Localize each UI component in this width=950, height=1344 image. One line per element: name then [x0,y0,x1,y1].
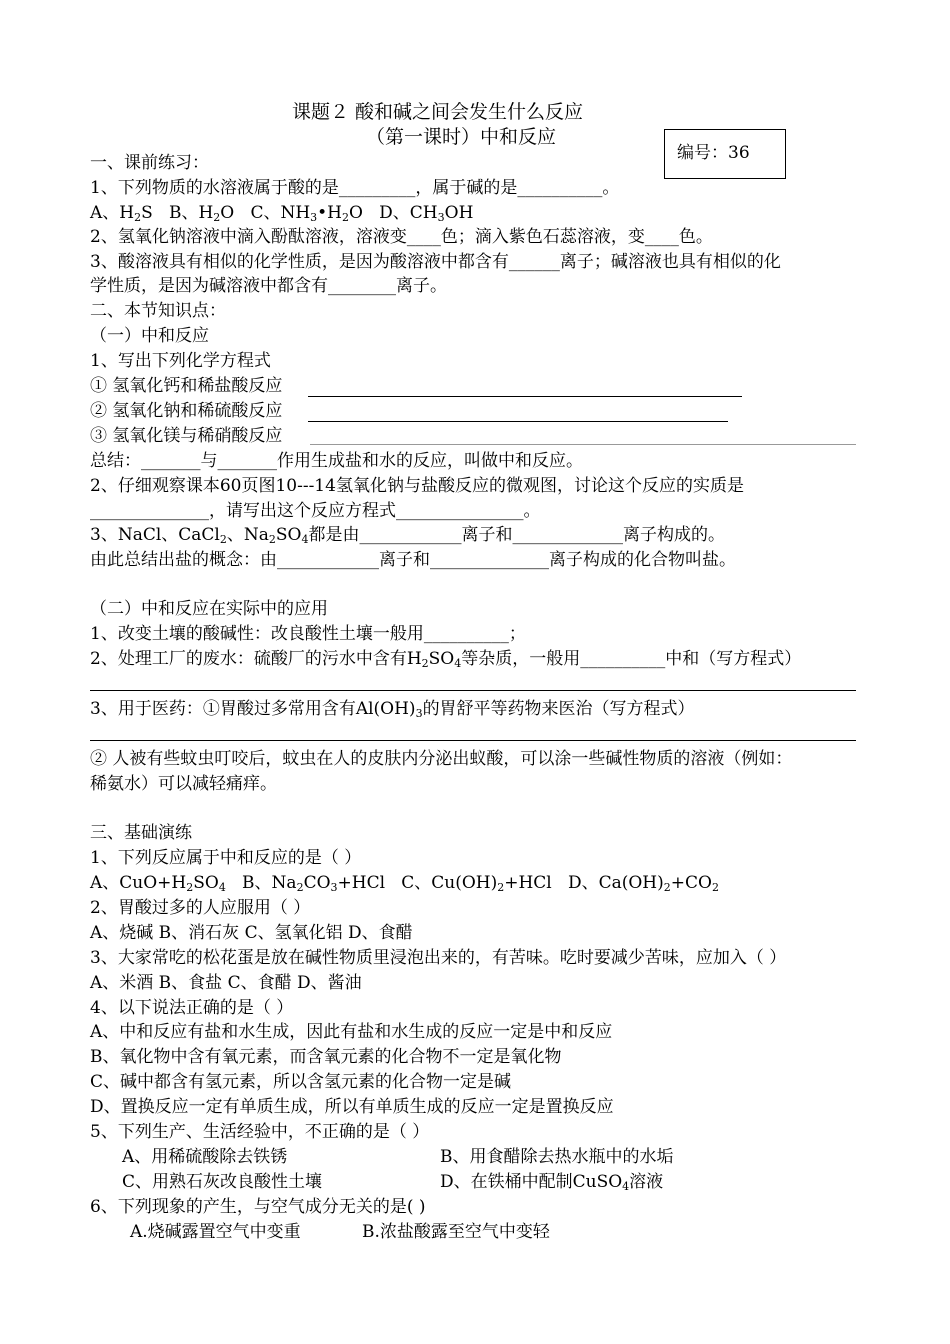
question: 5、下列生产、生活经验中，不正确的是（ ） [90,1122,430,1142]
section-heading: 二、本节知识点： [90,301,226,321]
question: 3、大家常吃的松花蛋是放在碱性物质里浸泡出来的，有苦味。吃时要减少苦味，应加入（ ） [90,948,787,968]
text-line: 学性质，是因为碱溶液中都含有________离子。 [90,276,447,296]
option: B、氧化物中含有氧元素，而含氧元素的化合物不一定是氧化物 [90,1047,562,1067]
text-line: ② 人被有些蚊虫叮咬后，蚊虫在人的皮肤内分泌出蚁酸，可以涂一些碱性物质的溶液（例如： [90,749,793,769]
page-title: 课题２ 酸和碱之间会发生什么反应 [292,101,584,123]
option: D、置换反应一定有单质生成，所以有单质生成的反应一定是置换反应 [90,1097,614,1117]
subsection-heading: （一）中和反应 [90,326,209,346]
option: B、用食醋除去热水瓶中的水垢 [440,1147,674,1167]
text-line: ③ 氢氧化镁与稀硝酸反应 [90,426,283,446]
answer-line [90,690,856,691]
text-line: 稀氨水）可以减轻痛痒。 [90,774,277,794]
text-line: 3、酸溶液具有相似的化学性质，是因为酸溶液中都含有______离子；碱溶液也具有相似的化 [90,252,781,272]
subsection-heading: （二）中和反应在实际中的应用 [90,599,328,619]
answer-line [308,396,742,397]
question: 2、胃酸过多的人应服用（ ） [90,898,311,918]
option: A、用稀硫酸除去铁锈 [122,1147,288,1167]
answer-line [90,740,856,741]
options: A、$CuO+H_2SO_4$ B、$Na_2CO_3+HCl$ C、$Cu(OH)_2+HCl$ D、$Ca(OH)_2+CO_2$ [90,873,719,894]
text-line: ② 氢氧化钠和稀硫酸反应 [90,401,283,421]
option: B.浓盐酸露至空气中变轻 [362,1222,550,1242]
answer-line [308,421,728,422]
options: A、烧碱 B、消石灰 C、氢氧化铝 D、食醋 [90,923,413,943]
question: 6、下列现象的产生，与空气成分无关的是( ) [90,1197,426,1217]
text-line: 2、氢氧化钠溶液中滴入酚酞溶液，溶液变____色；滴入紫色石蕊溶液，变____色。 [90,227,713,247]
text-line: 一、课前练习： [90,153,209,173]
text-line: 由此总结出盐的概念：由____________离子和______________离子构成的化合物叫盐。 [90,550,736,570]
section-heading: 三、基础演练 [90,823,192,843]
text-line: 总结：_______与_______作用生成盐和水的反应，叫做中和反应。 [90,451,583,471]
text-line: 1、下列物质的水溶液属于酸的是_________，属于碱的是__________。 [90,178,620,198]
text-line: 1、写出下列化学方程式 [90,351,271,371]
text-line: ______________，请写出这个反应方程式_______________。 [90,501,541,521]
number-box [664,129,786,179]
options: A、米酒 B、食盐 C、食醋 D、酱油 [90,973,362,993]
text-line: 3、NaCl、CaCl$_2$、$Na_2SO_4$都是由____________离子和_____________离子构成的。 [90,525,725,546]
text-line: 3、用于医药：①胃酸过多常用含有$Al(OH)_3$的胃舒平等药物来医治（写方程式） [90,699,695,720]
option: C、用熟石灰改良酸性土壤 [122,1172,323,1192]
text-line: 2、处理工厂的废水：硫酸厂的污水中含有$H_2SO_4$等杂质，一般用__________中和（写方程式） [90,649,802,670]
text-line: ① 氢氧化钙和稀盐酸反应 [90,376,283,396]
option: C、碱中都含有氢元素，所以含氢元素的化合物一定是碱 [90,1072,512,1092]
text-line: 2、仔细观察课本60页图10---14氢氧化钠与盐酸反应的微观图，讨论这个反应的实质是 [90,476,744,496]
answer-line [310,444,856,445]
text-line: 1、改变土壤的酸碱性：改良酸性土壤一般用__________； [90,624,526,644]
question: 4、以下说法正确的是（ ） [90,998,294,1018]
question: 1、下列反应属于中和反应的是（ ） [90,848,362,868]
option: A、中和反应有盐和水生成，因此有盐和水生成的反应一定是中和反应 [90,1022,613,1042]
number-label: 编号：36 [677,143,750,163]
page-subtitle: （第一课时）中和反应 [366,126,557,148]
option: D、在铁桶中配制CuSO$_4$溶液 [440,1172,664,1193]
text-line: A、$H_2S$ B、$H_2O$ C、$NH_3•H_2O$ D、$CH_3OH$ [90,203,474,224]
option: A.烧碱露置空气中变重 [130,1222,301,1242]
